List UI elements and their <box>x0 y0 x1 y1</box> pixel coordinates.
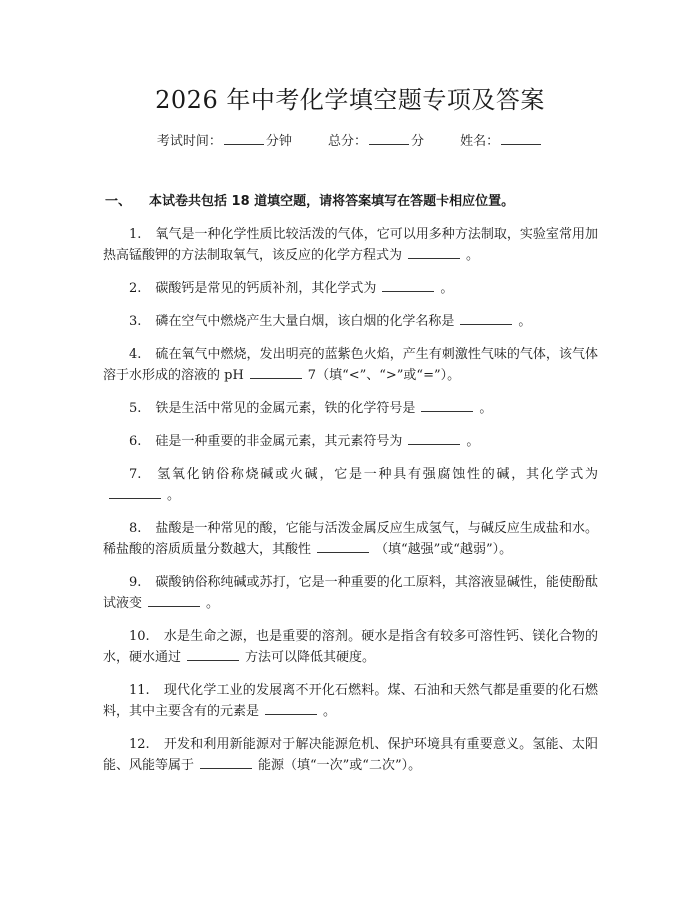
question-list <box>103 224 598 788</box>
question-suffix: 。 <box>479 401 493 416</box>
page-title: 2026 年中考化学填空题专项及答案 <box>155 86 545 114</box>
question-item <box>103 398 598 419</box>
question-item <box>103 572 598 614</box>
question-item <box>103 431 598 452</box>
question-number: 11. <box>129 683 150 698</box>
score-label: 总分： <box>327 134 367 149</box>
question-suffix: 。 <box>323 704 337 719</box>
question-text: 铁是生活中常见的金属元素，铁的化学符号是 <box>155 401 416 416</box>
answer-blank <box>187 647 239 661</box>
time-unit: 分钟 <box>265 134 292 149</box>
answer-blank <box>317 539 369 553</box>
question-item <box>103 224 598 266</box>
question-number: 7. <box>129 467 142 482</box>
question-number: 10. <box>129 629 150 644</box>
question-suffix: （填“越强”或“越弱”）。 <box>375 542 513 557</box>
section-instructions: 本试卷共包括 18 道填空题，请将答案填写在答题卡相应位置。 <box>149 194 515 209</box>
score-blank <box>369 132 409 145</box>
answer-blank <box>408 245 460 259</box>
answer-blank <box>148 593 200 607</box>
question-suffix: 。 <box>466 434 480 449</box>
answer-blank <box>460 311 512 325</box>
question-item <box>103 278 598 299</box>
question-text: 氢氧化钠俗称烧碱或火碱，它是一种具有强腐蚀性的碱，其化学式为 <box>155 467 598 482</box>
question-text: 碳酸钠俗称纯碱或苏打，它是一种重要的化工原料，其溶液显碱性，能使酚酞试液变 <box>103 575 598 611</box>
answer-blank <box>421 398 473 412</box>
question-item <box>103 518 598 560</box>
answer-blank <box>250 365 302 379</box>
exam-time <box>157 134 296 149</box>
time-blank <box>224 132 264 145</box>
question-suffix: 。 <box>167 488 181 503</box>
question-text: 硫在氧气中燃烧，发出明亮的蓝紫色火焰，产生有刺激性气味的气体，该气体溶于水形成的溶液的 pH <box>103 347 598 383</box>
answer-blank <box>265 701 317 715</box>
section-number: 一、 <box>105 194 132 209</box>
answer-blank <box>408 431 460 445</box>
question-number: 1. <box>129 227 142 242</box>
exam-score <box>328 134 428 149</box>
question-number: 3. <box>129 314 142 329</box>
question-text: 开发和利用新能源对于解决能源危机、保护环境具有重要意义。氢能、太阳能、风能等属于 <box>103 737 598 773</box>
name-blank <box>501 132 541 145</box>
exam-name <box>460 134 543 149</box>
question-suffix: 方法可以降低其硬度。 <box>245 650 376 665</box>
question-number: 2. <box>129 281 142 296</box>
answer-blank <box>109 485 161 499</box>
question-text: 水是生命之源，也是重要的溶剂。硬水是指含有较多可溶性钙、镁化合物的水，硬水通过 <box>103 629 598 665</box>
question-text: 盐酸是一种常见的酸，它能与活泼金属反应生成氢气，与碱反应生成盐和水。稀盐酸的溶质质量分数越大，其酸性 <box>103 521 598 557</box>
answer-blank <box>200 755 252 769</box>
question-suffix: 。 <box>206 596 220 611</box>
question-suffix: 。 <box>518 314 532 329</box>
question-item <box>103 464 598 506</box>
question-number: 6. <box>129 434 142 449</box>
question-number: 8. <box>129 521 142 536</box>
exam-meta <box>0 130 700 149</box>
question-suffix: 7（填“<”、“>”或“=”）。 <box>307 368 461 383</box>
question-number: 4. <box>129 347 142 362</box>
question-text: 磷在空气中燃烧产生大量白烟，该白烟的化学名称是 <box>155 314 455 329</box>
question-item <box>103 311 598 332</box>
question-suffix: 。 <box>466 248 480 263</box>
question-item <box>103 734 598 776</box>
time-label: 考试时间： <box>156 134 222 149</box>
question-suffix: 。 <box>440 281 454 296</box>
question-text: 碳酸钙是常见的钙质补剂，其化学式为 <box>155 281 377 296</box>
answer-blank <box>382 278 434 292</box>
name-label: 姓名： <box>460 134 500 149</box>
question-number: 5. <box>129 401 142 416</box>
question-item <box>103 680 598 722</box>
question-item <box>103 344 598 386</box>
score-unit: 分 <box>411 134 425 149</box>
question-number: 12. <box>129 737 150 752</box>
question-item <box>103 626 598 668</box>
question-number: 9. <box>129 575 142 590</box>
question-suffix: 能源（填“一次”或“二次”）。 <box>258 758 422 773</box>
question-text: 硅是一种重要的非金属元素，其元素符号为 <box>155 434 403 449</box>
question-text: 现代化学工业的发展离不开化石燃料。煤、石油和天然气都是重要的化石燃料，其中主要含有的元素是 <box>103 683 598 719</box>
question-text: 氧气是一种化学性质比较活泼的气体，它可以用多种方法制取，实验室常用加热高锰酸钾的方法制取氧气，该反应的化学方程式为 <box>103 227 598 263</box>
section-heading <box>105 190 605 209</box>
